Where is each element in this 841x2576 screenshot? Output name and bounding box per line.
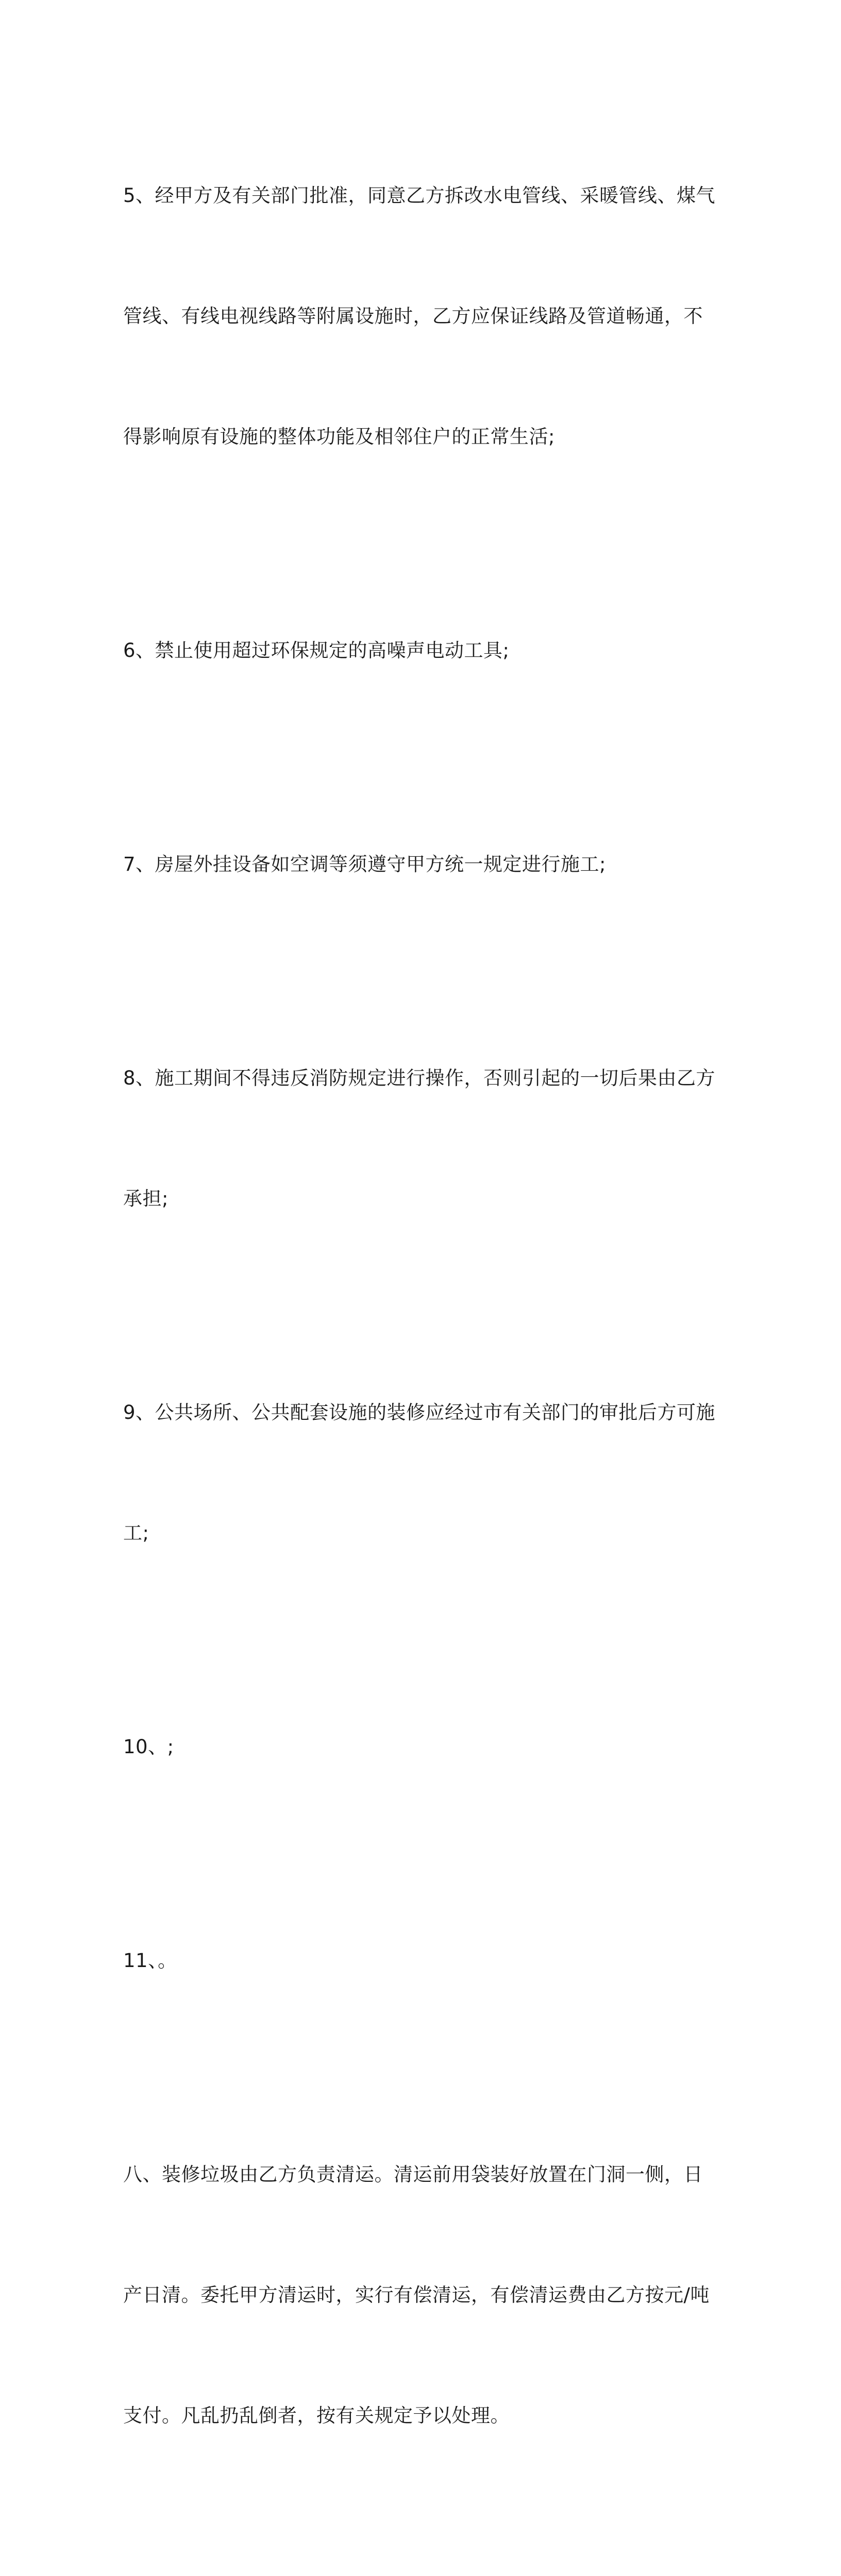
text-line: 支付。凡乱扔乱倒者，按有关规定予以处理。 xyxy=(123,2404,510,2427)
section-9-violation xyxy=(123,2529,711,2576)
clause-8 xyxy=(123,978,716,1299)
document-body xyxy=(123,95,716,2576)
text-line: 6、禁止使用超过环保规定的高噪声电动工具; xyxy=(123,639,510,662)
text-line: 工; xyxy=(123,1522,149,1544)
text-line: 管线、有线电视线路等附属设施时，乙方应保证线路及管道畅通，不 xyxy=(123,305,703,327)
text-line: 5、经甲方及有关部门批准，同意乙方拆改水电管线、采暖管线、煤气 xyxy=(123,184,716,207)
text-line: 承担; xyxy=(123,1188,169,1210)
text-line: 产日清。委托甲方清运时，实行有偿清运，有偿清运费由乙方按元/吨 xyxy=(123,2284,710,2306)
section-8-waste-removal xyxy=(123,2074,711,2516)
text-line: 8、施工期间不得违反消防规定进行操作，否则引起的一切后果由乙方 xyxy=(123,1067,716,1089)
text-line: 得影响原有设施的整体功能及相邻住户的正常生活; xyxy=(123,426,555,448)
clause-6 xyxy=(123,550,711,751)
clause-11 xyxy=(123,1860,711,2061)
clause-9 xyxy=(123,1312,716,1634)
text-line: 7、房屋外挂设备如空调等须遵守甲方统一规定进行施工; xyxy=(123,853,607,875)
text-line: 10、; xyxy=(123,1736,174,1758)
text-line: 八、装修垃圾由乙方负责清运。清运前用袋装好放置在门洞一侧，日 xyxy=(123,2163,703,2185)
clause-7 xyxy=(123,764,711,965)
text-line: 11、。 xyxy=(123,1950,177,1972)
clause-10 xyxy=(123,1647,711,1848)
clause-5 xyxy=(123,95,716,537)
text-line: 9、公共场所、公共配套设施的装修应经过市有关部门的审批后方可施 xyxy=(123,1401,716,1423)
